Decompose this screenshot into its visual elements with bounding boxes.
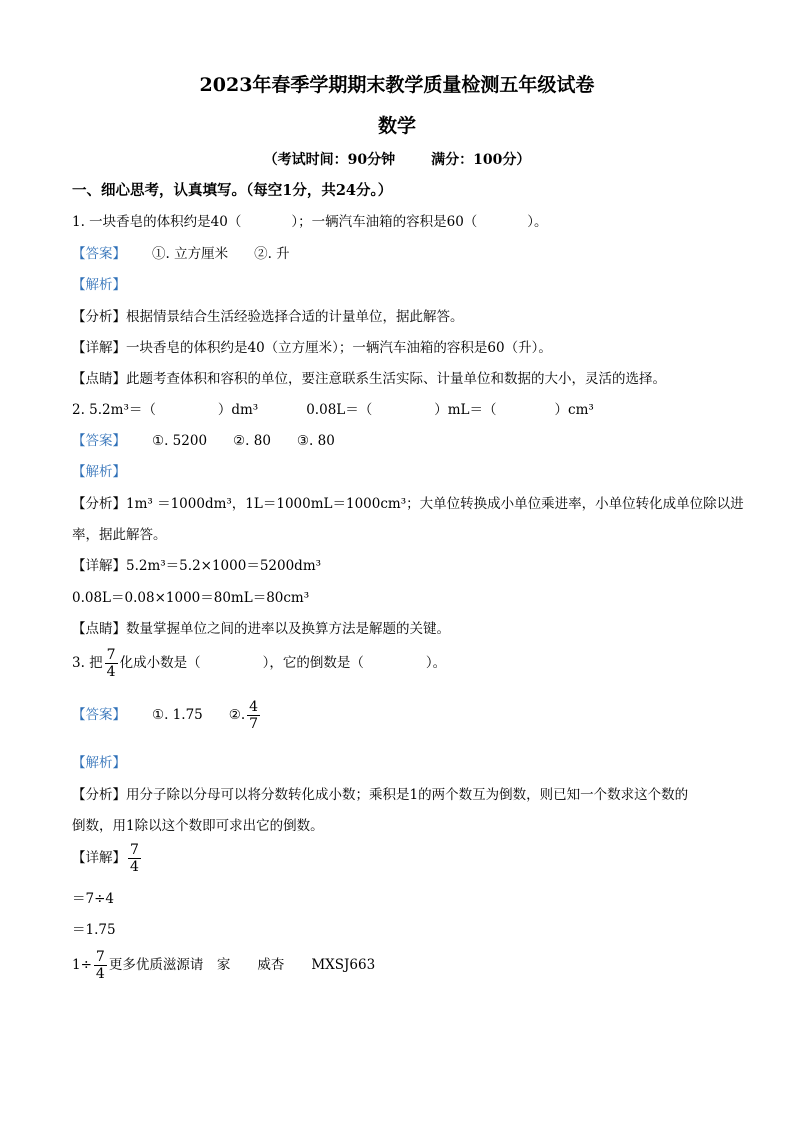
q2-text-3: 0.08L＝（ (306, 402, 373, 418)
q2-xiangjie-cont: 0.08L＝0.08×1000＝80mL＝80cm³ (72, 590, 310, 606)
answer-tag: 【答案】 (72, 707, 126, 723)
fraction-7-4 (94, 949, 107, 982)
xiangjie-tag: 【详解】 (72, 340, 126, 356)
fenxi-tag: 【分析】 (72, 309, 126, 325)
q1-fenxi (72, 307, 732, 327)
fraction-7-4 (105, 647, 118, 680)
section-heading: 一、细心思考，认真填写。（每空1分，共24分。） (72, 182, 393, 199)
q3-xiangjie (72, 841, 732, 875)
q1-text-1: 1. 一块香皂的体积约是40（ (72, 214, 242, 230)
q3-text-1: 3. 把 (72, 655, 103, 671)
fraction-denominator: 4 (130, 859, 139, 875)
q1-answer-1: ①. 立方厘米 (152, 246, 229, 262)
question-2 (72, 400, 732, 420)
q3-jiexi-tag: 【解析】 (72, 755, 126, 771)
q2-dianjing (72, 619, 732, 639)
q1-dianjing-text: 此题考查体积和容积的单位，要注意联系生活实际、计量单位和数据的大小，灵活的选择。 (126, 371, 666, 387)
q3-step-3-prefix: 1÷ (72, 957, 92, 973)
q3-fenxi-text-1: 用分子除以分母可以将分数转化成小数；乘积是1的两个数互为倒数，则已知一个数求这个数的 (126, 787, 689, 803)
q1-fenxi-text: 根据情景结合生活经验选择合适的计量单位，据此解答。 (126, 309, 464, 325)
q1-xiangjie (72, 338, 732, 358)
question-1 (72, 212, 732, 232)
q1-text-3: ）。 (527, 214, 548, 230)
exam-info (0, 149, 794, 169)
fraction-numerator: 7 (130, 842, 139, 858)
exam-score: 满分：100分） (431, 152, 531, 168)
q2-xiangjie (72, 556, 732, 576)
dianjing-tag: 【点睛】 (72, 371, 126, 387)
q2-answer-2: ②. 80 (233, 433, 271, 449)
q2-dianjing-text: 数量掌握单位之间的进率以及换算方法是解题的关键。 (126, 621, 450, 637)
fraction-denominator: 4 (106, 664, 116, 680)
q2-fenxi-cont: 率，据此解答。 (72, 527, 167, 543)
q3-step-3 (72, 948, 732, 982)
q3-step-3-suffix: 更多优质滋源请 家 威杏 MXSJ663 (108, 957, 376, 973)
fraction-numerator: 7 (106, 647, 116, 663)
q3-step-1: ＝7÷4 (72, 891, 114, 907)
q1-dianjing (72, 369, 732, 389)
q3-text-2: 化成小数是（ (119, 655, 201, 671)
q3-fenxi (72, 785, 732, 805)
exam-time: （考试时间：90分钟 (263, 152, 396, 168)
xiangjie-tag: 【详解】 (72, 850, 126, 866)
q1-jiexi-tag: 【解析】 (72, 277, 126, 293)
q3-answer-1: ①. 1.75 (152, 707, 203, 723)
q3-answer-2: ②. (228, 707, 246, 723)
fraction-4-7 (247, 699, 260, 732)
dianjing-tag: 【点睛】 (72, 621, 126, 637)
q3-step-2: ＝1.75 (72, 922, 116, 938)
fraction-numerator: 4 (249, 699, 259, 715)
q2-jiexi-tag: 【解析】 (72, 464, 126, 480)
q2-fenxi-text-1: 1m³ ＝1000dm³，1L＝1000mL＝1000cm³；大单位转换成小单位乘进率，小单位转化成单位除以进 (126, 496, 744, 512)
q2-text-4: ）mL＝（ (434, 402, 497, 418)
q1-xiangjie-text: 一块香皂的体积约是40（立方厘米）；一辆汽车油箱的容积是60（升）。 (126, 340, 552, 356)
fraction-denominator: 7 (249, 716, 259, 732)
q2-answer (72, 431, 732, 451)
answer-tag: 【答案】 (72, 433, 126, 449)
q2-text-5: ）cm³ (554, 402, 594, 418)
q2-answer-3: ③. 80 (296, 433, 335, 449)
fraction-7-4 (128, 842, 141, 875)
q3-answer (72, 698, 732, 732)
fenxi-tag: 【分析】 (72, 787, 126, 803)
q2-fenxi (72, 494, 744, 514)
q2-xiangjie-text-1: 5.2m³＝5.2×1000＝5200dm³ (126, 558, 322, 574)
question-3 (72, 646, 732, 680)
fraction-numerator: 7 (95, 949, 105, 965)
q3-text-4: ）。 (425, 655, 447, 671)
fenxi-tag: 【分析】 (72, 496, 126, 512)
q1-text-2: ）；一辆汽车油箱的容积是60（ (291, 214, 478, 230)
q2-text-1: 2. 5.2m³＝（ (72, 402, 156, 418)
q3-text-3: ），它的倒数是（ (262, 655, 364, 671)
fraction-denominator: 4 (95, 966, 105, 982)
q3-fenxi-cont: 倒数，用1除以这个数即可求出它的倒数。 (72, 818, 324, 834)
answer-tag: 【答案】 (72, 246, 126, 262)
xiangjie-tag: 【详解】 (72, 558, 126, 574)
q1-answer (72, 244, 732, 264)
subject-title: 数学 (377, 115, 416, 137)
exam-title: 2023年春季学期期末教学质量检测五年级试卷 (199, 74, 595, 96)
q2-text-2: ）dm³ (217, 402, 259, 418)
q1-answer-2: ②. 升 (254, 246, 290, 262)
q2-answer-1: ①. 5200 (152, 433, 208, 449)
